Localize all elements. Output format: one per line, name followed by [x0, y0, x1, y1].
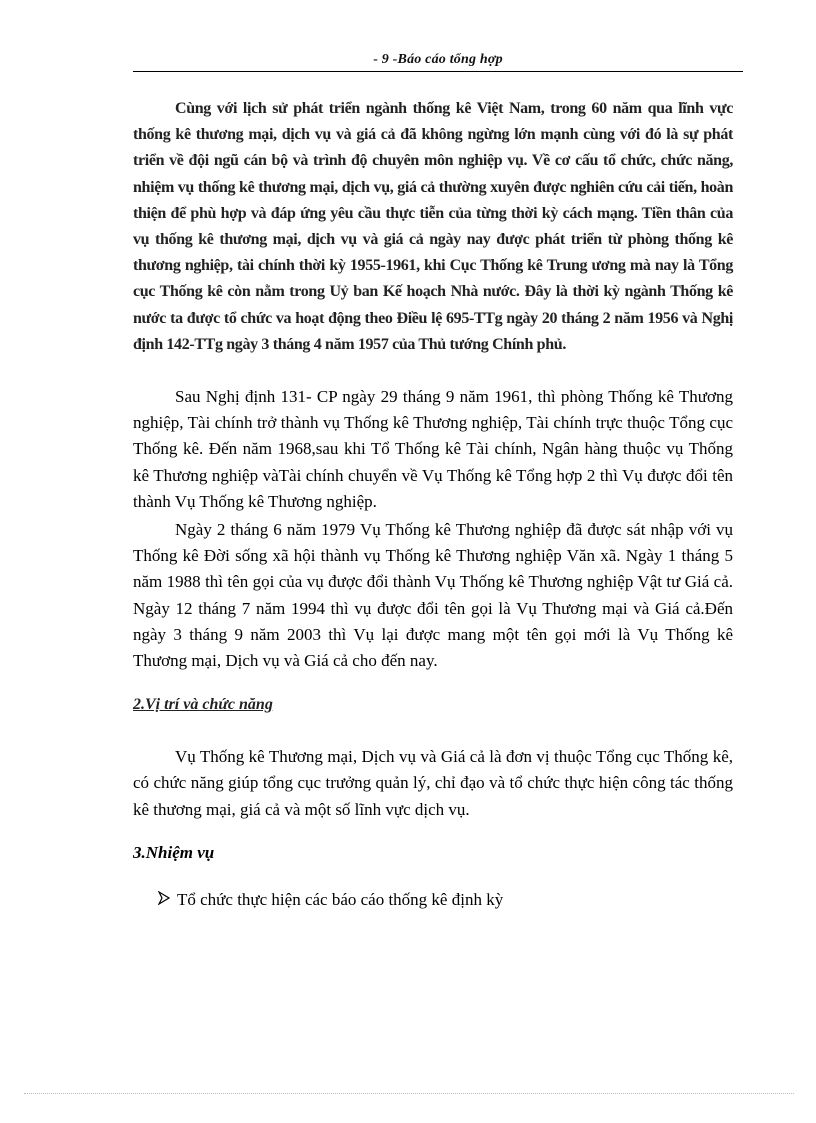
- heading-duties: 3.Nhiệm vụ: [133, 842, 215, 862]
- document-body: [133, 96, 733, 915]
- page-header: [133, 52, 743, 72]
- paragraph-function: Vụ Thống kê Thương mại, Dịch vụ và Giá cả là đơn vị thuộc Tổng cục Thống kê, có chức năng giúp tổng cục trưởng quản lý, chỉ đạo và tổ chức thực hiện công tác thống kê thương mại, giá cả và một số lĩnh vực dịch vụ.: [133, 747, 733, 819]
- page-bottom-divider: [24, 1093, 794, 1094]
- paragraph-history: Cùng với lịch sử phát triển ngành thống kê Việt Nam, trong 60 năm qua lĩnh vực thống kê thương mại, dịch vụ và giá cả đã không ngừng lớn mạnh cùng với đó là sự phát triển về đội ngũ cán bộ và trình độ chuyên môn nghiệp vụ. Về cơ cấu tổ chức, chức năng, nhiệm vụ thống kê thương mại, dịch vụ, giá cả thường xuyên được nghiên cứu cải tiến, hoàn thiện để phù hợp và đáp ứng yêu cầu thực tiễn của từng thời kỳ cách mạng. Tiền thân của vụ thống kê thương mại, dịch vụ và giá cả ngày nay được phát triển từ phòng thống kê thương nghiệp, tài chính thời kỳ 1955-1961, khi Cục Thống kê Trung ương mà nay là Tổng cục Thống kê còn nằm trong Uỷ ban Kế hoạch Nhà nước. Đây là thời kỳ ngành Thống kê nước ta được tổ chức va hoạt động theo Điều lệ 695-TTg ngày 20 tháng 2 năm 1956 và Nghị định 142-TTg ngày 3 tháng 4 năm 1957 của Thủ tướng Chính phủ.: [133, 100, 733, 353]
- arrow-bullet-icon: [157, 889, 177, 915]
- bullet-text: Tổ chức thực hiện các báo cáo thống kê định kỳ: [177, 889, 504, 909]
- heading-position-function: 2.Vị trí và chức năng: [133, 696, 273, 714]
- paragraph-decree-131: Sau Nghị định 131- CP ngày 29 tháng 9 năm 1961, thì phòng Thống kê Thương nghiệp, Tài chính trở thành vụ Thống kê Thương nghiệp, Tài chính trực thuộc Tổng cục Thống kê. Đến năm 1968,sau khi Tổ Thống kê Tài chính, Ngân hàng thuộc vụ Thống kê Thương nghiệp vàTài chính chuyển về Vụ Thống kê Tổng hợp 2 thì Vụ được đổi tên thành Vụ Thống kê Thương nghiệp.: [133, 387, 733, 511]
- list-item: [157, 887, 733, 915]
- header-title: - 9 -Báo cáo tổng hợp: [373, 52, 503, 67]
- paragraph-renaming: Ngày 2 tháng 6 năm 1979 Vụ Thống kê Thương nghiệp đã được sát nhập với vụ Thống kê Đời sống xã hội thành vụ Thống kê Thương nghiệp Văn xã. Ngày 1 tháng 5 năm 1988 thì tên gọi của vụ được đổi thành Vụ Thống kê Thương nghiệp Vật tư Giá cả. Ngày 12 tháng 7 năm 1994 thì vụ được đổi tên gọi là Vụ Thương mại và Giá cả.Đến ngày 3 tháng 9 năm 2003 thì Vụ lại được mang một tên gọi mới là Vụ Thống kê Thương mại, Dịch vụ và Giá cả cho đến nay.: [133, 520, 733, 671]
